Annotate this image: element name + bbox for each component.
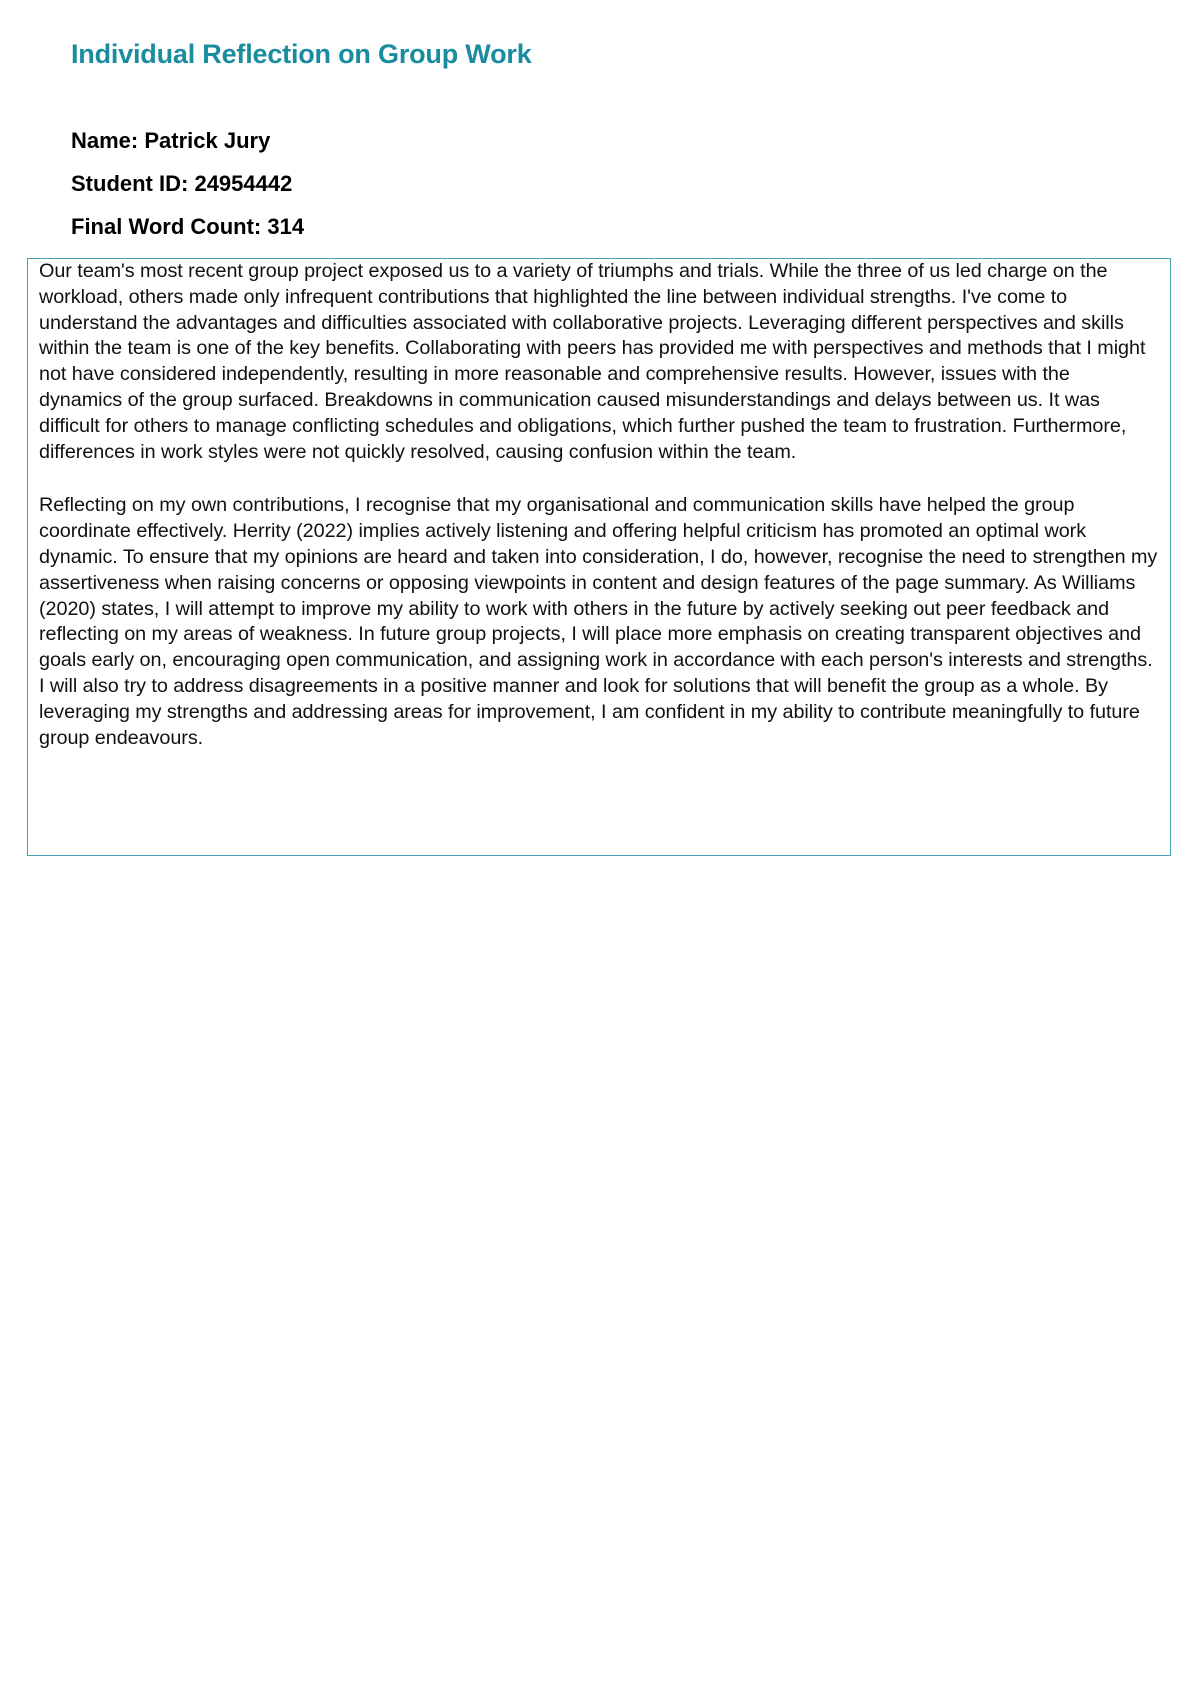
word-count-line [71,214,304,240]
name-label: Name: [71,128,139,153]
student-id-label: Student ID: [71,171,189,196]
word-count-label: Final Word Count: [71,214,262,239]
reflection-paragraph: Reflecting on my own contributions, I recognise that my organisational and communication skills have helped the group coordinate effectively. Herrity (2022) implies actively listening and offering helpful criticism has promoted an optimal work dynamic. To ensure that my opinions are heard and taken into consideration, I do, however, recognise the need to strengthen my assertiveness when raising concerns or opposing viewpoints in content and design features of the page summary. As Williams (2020) states, I will attempt to improve my ability to work with others in the future by actively seeking out peer feedback and reflecting on my areas of weakness. In future group projects, I will place more emphasis on creating transparent objectives and goals early on, encouraging open communication, and assigning work in accordance with each person's interests and strengths. I will also try to address disagreements in a positive manner and look for solutions that will benefit the group as a whole. By leveraging my strengths and addressing areas for improvement, I am confident in my ability to contribute meaningfully to future group endeavours. [39,494,1158,749]
word-count-value: 314 [267,214,305,239]
student-id-value: 24954442 [194,171,293,196]
reflection-paragraph: Our team's most recent group project exposed us to a variety of triumphs and trials. While the three of us led charge on the workload, others made only infrequent contributions that highlighted the line between individual strengths. I've come to understand the advantages and difficulties associated with collaborative projects. Leveraging different perspectives and skills within the team is one of the key benefits. Collaborating with peers has provided me with perspectives and methods that I might not have considered independently, resulting in more reasonable and comprehensive results. However, issues with the dynamics of the group surfaced. Breakdowns in communication caused misunderstandings and delays between us. It was difficult for others to manage conflicting schedules and obligations, which further pushed the team to frustration. Furthermore, differences in work styles were not quickly resolved, causing confusion within the team. [39,260,1146,463]
reflection-text-box [27,258,1171,856]
page-title: Individual Reflection on Group Work [71,39,532,69]
student-id-line [71,171,292,197]
student-name-line [71,128,270,154]
name-value: Patrick Jury [144,128,271,153]
